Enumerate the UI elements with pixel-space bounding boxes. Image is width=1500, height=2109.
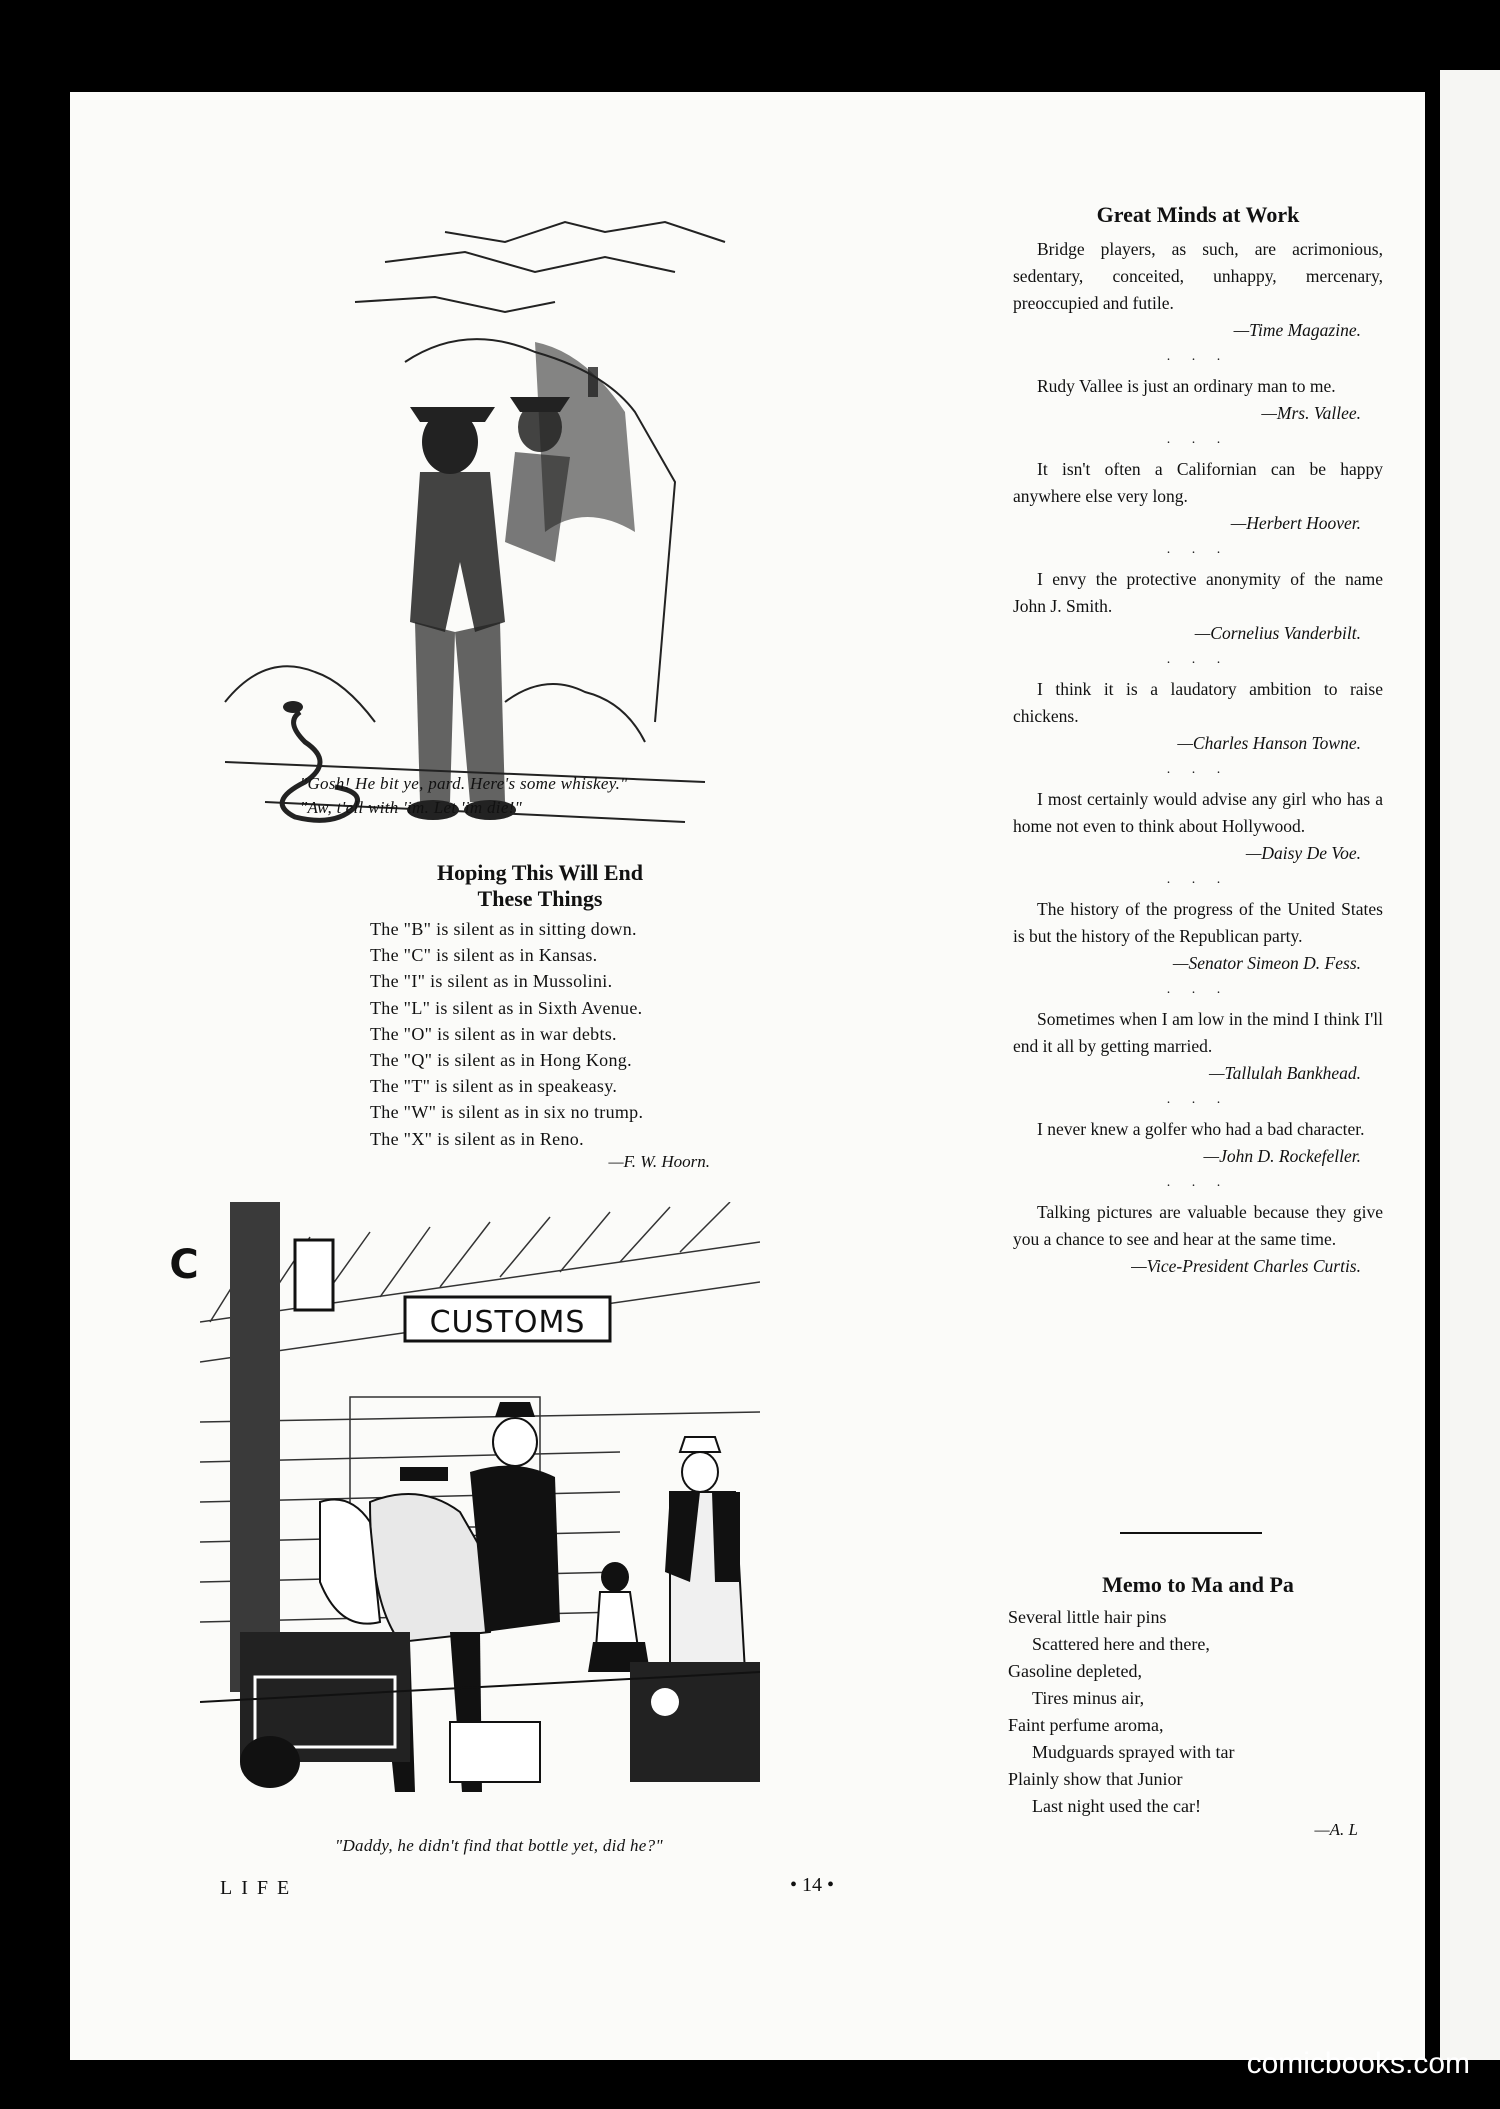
- quote-separator: . . .: [1166, 1092, 1230, 1107]
- quote-separator: . . .: [1166, 872, 1230, 887]
- great-minds-quotes: [1013, 236, 1383, 1280]
- quote-text: Sometimes when I am low in the mind I think I'll end it all by getting married.: [1013, 1009, 1383, 1056]
- magazine-name: LIFE: [220, 1877, 299, 1899]
- quote-item: [1013, 1116, 1383, 1170]
- great-minds-title: Great Minds at Work: [1096, 202, 1300, 227]
- magazine-page: [70, 92, 1425, 2060]
- top-cartoon-caption-line2: "Aw, t'ell with 'im. Let 'im die!": [300, 798, 523, 817]
- quote-text: Bridge players, as such, are acrimonious, sedentary, conceited, unhappy, mercenary, preoccupied and futile.: [1013, 239, 1383, 313]
- quote-separator: . . .: [1166, 349, 1230, 364]
- memo-line: Mudguards sprayed with tar: [1032, 1742, 1235, 1762]
- quote-separator: . . .: [1166, 982, 1230, 997]
- quote-text: Talking pictures are valuable because they give you a chance to see and hear at the same time.: [1013, 1202, 1383, 1249]
- bottom-cartoon-caption: "Daddy, he didn't find that bottle yet, did he?": [335, 1836, 663, 1855]
- quote-attribution: —Tallulah Bankhead.: [1209, 1063, 1361, 1083]
- customs-cartoon-illustration: [200, 1202, 760, 1792]
- quote-item: [1013, 896, 1383, 977]
- quote-item: [1013, 373, 1383, 427]
- section-divider: [1120, 1532, 1262, 1534]
- memo-line: Several little hair pins: [1008, 1607, 1167, 1627]
- top-cartoon-caption: [300, 772, 750, 820]
- quote-item: [1013, 566, 1383, 647]
- customs-sign-text: CUSTOMS: [429, 1304, 586, 1340]
- quote-text: Rudy Vallee is just an ordinary man to me.: [1037, 376, 1336, 396]
- poem-line: The "C" is silent as in Kansas.: [370, 945, 598, 966]
- quote-text: I most certainly would advise any girl who has a home not even to think about Hollywood.: [1013, 789, 1383, 836]
- quote-attribution: —Daisy De Voe.: [1245, 843, 1361, 863]
- memo-title: Memo to Ma and Pa: [1102, 1572, 1294, 1597]
- memo-line: Gasoline depleted,: [1008, 1661, 1142, 1681]
- top-cartoon-caption-line1: "Gosh! He bit ye, pard. Here's some whiskey.": [300, 774, 628, 793]
- quote-separator: . . .: [1166, 652, 1230, 667]
- memo-body: [1008, 1604, 1388, 1820]
- poem-line: The "Q" is silent as in Hong Kong.: [370, 1050, 632, 1071]
- memo-poem: [1008, 1572, 1388, 1840]
- prospectors-cartoon-illustration: [205, 202, 735, 852]
- memo-line: Faint perfume aroma,: [1008, 1715, 1164, 1735]
- quote-attribution: —Cornelius Vanderbilt.: [1194, 623, 1361, 643]
- memo-line: Plainly show that Junior: [1008, 1769, 1183, 1789]
- poem-hoping-this-will-end: [370, 860, 710, 1172]
- quote-item: [1013, 786, 1383, 867]
- poem-line: The "L" is silent as in Sixth Avenue.: [370, 997, 643, 1018]
- quote-separator: . . .: [1166, 762, 1230, 777]
- quote-separator: . . .: [1166, 432, 1230, 447]
- memo-line: Scattered here and there,: [1032, 1634, 1210, 1654]
- quote-separator: . . .: [1166, 542, 1230, 557]
- quote-item: [1013, 236, 1383, 344]
- poem-line: The "I" is silent as in Mussolini.: [370, 971, 613, 992]
- poem-line: The "B" is silent as in sitting down.: [370, 919, 637, 939]
- quote-attribution: —Mrs. Vallee.: [1261, 403, 1361, 423]
- quote-text: The history of the progress of the United States is but the history of the Republican party.: [1013, 899, 1383, 946]
- quote-text: I envy the protective anonymity of the name John J. Smith.: [1013, 569, 1383, 616]
- poem-line: The "X" is silent as in Reno.: [370, 1128, 584, 1149]
- poem-title-line2: These Things: [477, 886, 603, 911]
- quote-text: I think it is a laudatory ambition to raise chickens.: [1013, 679, 1383, 726]
- quote-separator: . . .: [1166, 1175, 1230, 1190]
- watermark-text: comicbooks.com: [1246, 2047, 1470, 2080]
- quote-item: [1013, 1006, 1383, 1087]
- quote-attribution: —Vice-President Charles Curtis.: [1131, 1256, 1361, 1276]
- quote-item: [1013, 1199, 1383, 1280]
- memo-line: Last night used the car!: [1032, 1796, 1201, 1816]
- quote-attribution: —John D. Rockefeller.: [1203, 1146, 1361, 1166]
- great-minds-section: [1013, 202, 1383, 1280]
- customs-sign-letter: C: [169, 1242, 199, 1288]
- quote-attribution: —Time Magazine.: [1233, 320, 1361, 340]
- poem-line: The "W" is silent as in six no trump.: [370, 1102, 644, 1123]
- page-number: • 14 •: [790, 1874, 835, 1896]
- poem-line: The "O" is silent as in war debts.: [370, 1023, 617, 1044]
- quote-text: It isn't often a Californian can be happy anywhere else very long.: [1013, 459, 1383, 506]
- poem-body: [370, 916, 710, 1152]
- quote-item: [1013, 456, 1383, 537]
- quote-item: [1013, 676, 1383, 757]
- quote-text: I never knew a golfer who had a bad character.: [1037, 1119, 1365, 1139]
- quote-attribution: —Herbert Hoover.: [1230, 513, 1361, 533]
- poem-title-line1: Hoping This Will End: [436, 860, 644, 885]
- quote-attribution: —Senator Simeon D. Fess.: [1172, 953, 1361, 973]
- poem-line: The "T" is silent as in speakeasy.: [370, 1076, 618, 1097]
- memo-line: Tires minus air,: [1032, 1688, 1145, 1708]
- quote-attribution: —Charles Hanson Towne.: [1177, 733, 1361, 753]
- memo-attribution: —A. L: [1314, 1820, 1358, 1839]
- poem-attribution: —F. W. Hoorn.: [608, 1151, 710, 1171]
- adjacent-page-edge: [1440, 70, 1500, 2060]
